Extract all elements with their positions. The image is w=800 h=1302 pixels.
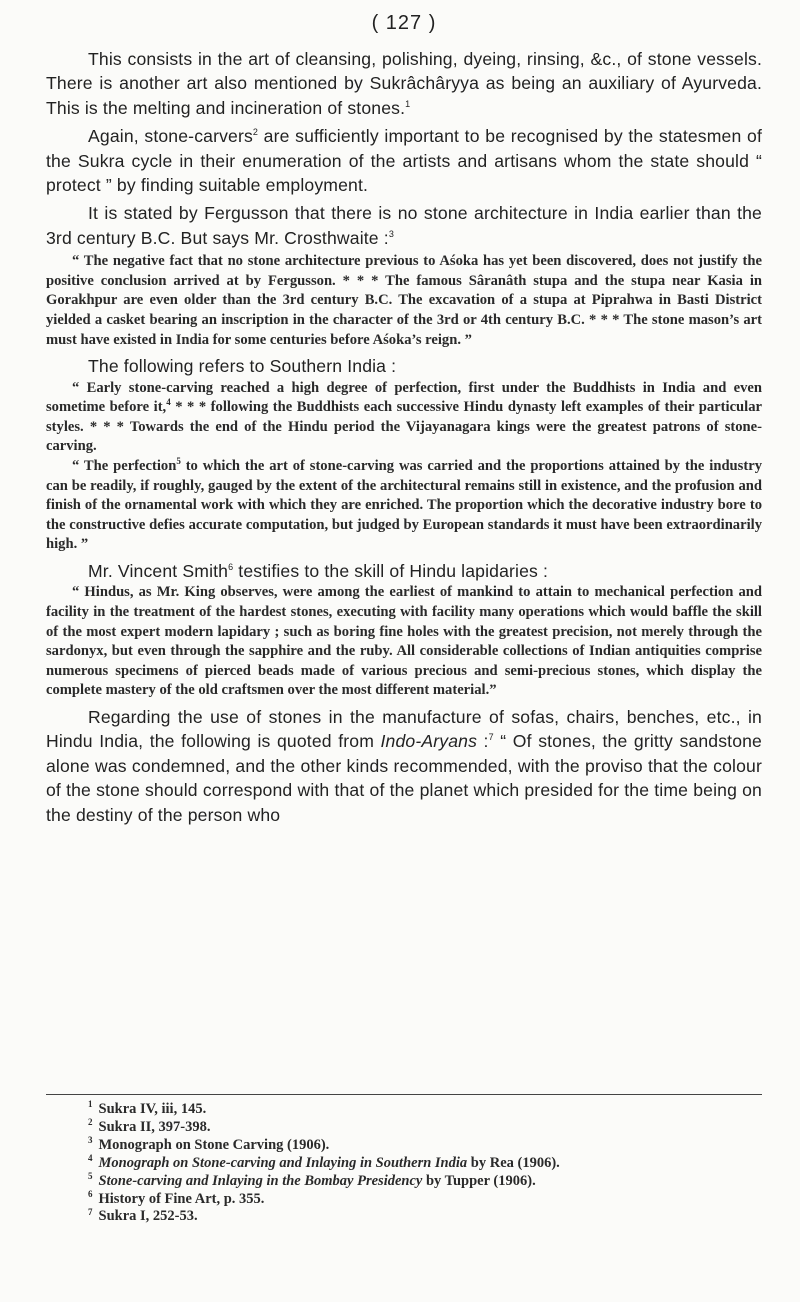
footnote-1: $^1$ Sukra IV, iii, 145.: [88, 1099, 207, 1117]
quote-hindu-lapidaries: “ Hindus, as Mr. King observes, were among the earliest of mankind to attain to mechanical perfection and facility in the treatment of the hardest stones, executing with facility many operations which would baffle the skill of the most expert modern lapidary ; such as boring fine holes with the greatest precision, not merely through the sardonyx, but even through the sapphire and the ruby. All considerable collections of Indian antiquities comprise numerous specimens of pierced beads made of various precious and semi-precious stones, which display the complete mastery of the old craftsmen over the most different material.”: [46, 584, 762, 699]
footnote-ref-6: 6: [228, 562, 234, 573]
footnote-ref-4: 4: [166, 397, 171, 408]
footnotes: [46, 1094, 762, 1226]
paragraph-sofas-chairs: Regarding the use of stones in the manufacture of sofas, chairs, benches, etc., in Hindu India, the following is quoted from Indo-Aryans :$^7$ “ Of stones, the gritty sandstone alone was condemned, and the other kinds recommended, with the proviso that the colour of the stone should correspond with that of the planet which presided for the time being on the destiny of the person who: [46, 706, 762, 825]
paragraph-stone-carvers: Again, stone-carvers$^2$ are sufficiently important to be recognised by the statesmen of the Sukra cycle in their enumeration of the artists and artisans whom the state should “ protect ” by finding suitable employment.: [46, 126, 762, 196]
footnote-4: $^4$ Monograph on Stone-carving and Inlaying in Southern India by Rea (1906).: [88, 1152, 560, 1171]
quote-early-stone-carving: “ Early stone-carving reached a high degree of perfection, first under the Buddhists in India and even sometime before it,$^4$ * * * following the Buddhists each successive Hindu dynasty left examples of their particular styles. * * * Towards the end of the Hindu period the Vijayanagara kings were the greatest patrons of stone-carving.: [46, 379, 762, 455]
footnote-2: $^2$ Sukra II, 397-398.: [88, 1117, 211, 1135]
quote-perfection: “ The perfection$^5$ to which the art of stone-carving was carried and the proportions attained by the industry can be readily, if roughly, gauged by the extent of the architectural remains still in existence, and the profusion and finish of the ornamental work with which they are enriched. The proportion which the decorative industry bore to the constructive defies accurate computation, but judged by European standards it must have been extraordinarily high. ”: [46, 456, 762, 553]
footnote-7: $^7$ Sukra I, 252-53.: [88, 1206, 198, 1225]
footnote-ref-2: 2: [252, 127, 259, 138]
footnote-ref-1: 1: [405, 98, 411, 109]
paragraph-southern-india: The following refers to Southern India :: [88, 356, 397, 377]
paragraph-vincent-smith: Mr. Vincent Smith$^6$ testifies to the skill of Hindu lapidaries :: [88, 560, 549, 581]
footnote-ref-7: 7: [488, 732, 494, 743]
footnote-3: $^3$ Monograph on Stone Carving (1906).: [88, 1134, 330, 1153]
footnote-5: $^5$ Stone-carving and Inlaying in the Bombay Presidency by Tupper (1906).: [88, 1170, 536, 1189]
page-number: ( 127 ): [371, 12, 437, 34]
footnote-6: $^6$ History of Fine Art, p. 355.: [88, 1188, 265, 1207]
paragraph-stone-vessels: This consists in the art of cleansing, polishing, dyeing, rinsing, &c., of stone vessels. There is another art also mentioned by Sukrâchâryya as being an auxiliary of Ayurveda. This is the melting and incineration of stones.$^1$: [46, 49, 762, 118]
paragraph-fergusson: It is stated by Fergusson that there is no stone architecture in India earlier than the 3rd century B.C. But says Mr. Crosthwaite :$^3$: [46, 203, 762, 248]
footnote-ref-3: 3: [388, 228, 394, 239]
book-title-indo-aryans: Indo-Aryans: [380, 731, 478, 752]
footnote-ref-5: 5: [176, 456, 181, 467]
quote-crosthwaite: “ The negative fact that no stone architecture previous to Aśoka has yet been discovered, does not justify the positive conclusion arrived at by Fergusson. * * * The famous Sâranâth stupa and the stupa near Kasia in Gorakhpur are even older than the 3rd century B.C. The excavation of a stupa at Piprahwa in Basti District yielded a casket bearing an inscription in the character of the 3rd or 4th century B.C. * * * The stone mason’s art must have existed in India for some centuries before Aśoka’s reign. ”: [46, 253, 762, 348]
